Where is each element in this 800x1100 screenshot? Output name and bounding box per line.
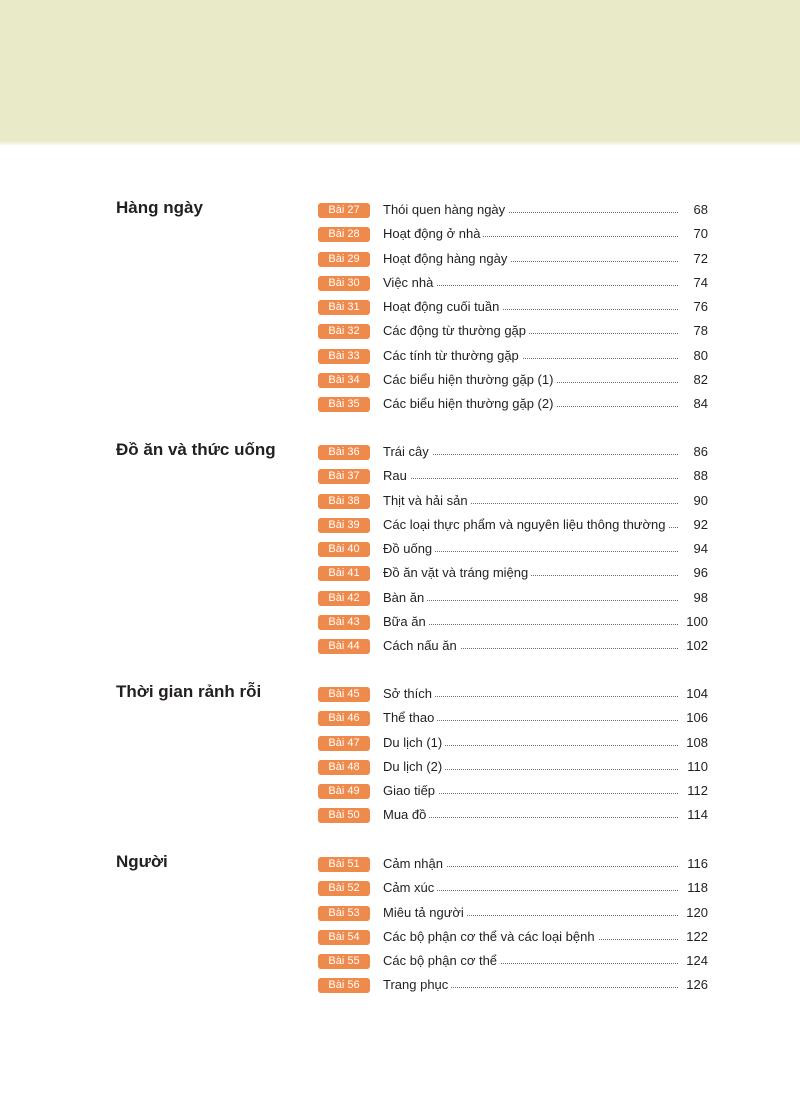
lesson-badge: Bài 45 <box>318 687 370 702</box>
page-number: 90 <box>691 492 708 510</box>
lesson-title: Các bộ phận cơ thể <box>383 952 500 970</box>
lesson-badge: Bài 50 <box>318 808 370 823</box>
lesson-badge: Bài 32 <box>318 324 370 339</box>
header-band <box>0 0 800 143</box>
lesson-title: Các tính từ thường gặp <box>383 347 522 365</box>
page-number: 96 <box>691 564 708 582</box>
lesson-title: Cảm nhận <box>383 855 446 873</box>
lesson-title: Thói quen hàng ngày <box>383 201 508 219</box>
lesson-badge: Bài 29 <box>318 252 370 267</box>
page-number: 84 <box>691 395 708 413</box>
page-number: 124 <box>683 952 708 970</box>
lesson-badge: Bài 53 <box>318 906 370 921</box>
lesson-badge: Bài 39 <box>318 518 370 533</box>
page-number: 126 <box>683 976 708 994</box>
lesson-badge: Bài 31 <box>318 300 370 315</box>
toc-entry[interactable] <box>0 807 800 835</box>
header-band-edge <box>0 141 800 146</box>
page-number: 102 <box>683 637 708 655</box>
lesson-title: Sở thích <box>383 685 435 703</box>
section-title: Thời gian rảnh rỗi <box>116 682 262 701</box>
page-number: 98 <box>691 589 708 607</box>
lesson-badge: Bài 55 <box>318 954 370 969</box>
lesson-badge: Bài 38 <box>318 494 370 509</box>
lesson-title: Các bộ phận cơ thể và các loại bệnh <box>383 928 598 946</box>
page-number: 88 <box>691 467 708 485</box>
page-number: 106 <box>683 709 708 727</box>
page-number: 112 <box>684 782 708 800</box>
page-number: 114 <box>684 806 708 824</box>
lesson-title: Hoạt động ở nhà <box>383 225 483 243</box>
section-title: Hàng ngày <box>116 198 203 217</box>
lesson-badge: Bài 41 <box>318 566 370 581</box>
lesson-title: Các biểu hiện thường gặp (2) <box>383 395 556 413</box>
lesson-badge: Bài 34 <box>318 373 370 388</box>
lesson-badge: Bài 40 <box>318 542 370 557</box>
toc-entry[interactable] <box>0 977 800 1005</box>
lesson-badge: Bài 43 <box>318 615 370 630</box>
lesson-badge: Bài 47 <box>318 736 370 751</box>
lesson-title: Đồ ăn vặt và tráng miệng <box>383 564 531 582</box>
lesson-title: Du lịch (2) <box>383 758 445 776</box>
lesson-title: Miêu tả người <box>383 904 467 922</box>
lesson-title: Các động từ thường gặp <box>383 322 529 340</box>
page-number: 110 <box>684 758 708 776</box>
lesson-title: Các biểu hiện thường gặp (1) <box>383 371 556 389</box>
lesson-badge: Bài 30 <box>318 276 370 291</box>
page-number: 82 <box>691 371 708 389</box>
lesson-badge: Bài 28 <box>318 227 370 242</box>
lesson-badge: Bài 52 <box>318 881 370 896</box>
lesson-title: Bàn ăn <box>383 589 427 607</box>
page-number: 76 <box>691 298 708 316</box>
lesson-badge: Bài 36 <box>318 445 370 460</box>
page-number: 122 <box>683 928 708 946</box>
lesson-badge: Bài 35 <box>318 397 370 412</box>
lesson-title: Trang phục <box>383 976 451 994</box>
page-number: 104 <box>683 685 708 703</box>
page-number: 118 <box>684 879 708 897</box>
lesson-title: Thể thao <box>383 709 437 727</box>
lesson-title: Hoạt động hàng ngày <box>383 250 510 268</box>
lesson-title: Thịt và hải sản <box>383 492 471 510</box>
lesson-title: Việc nhà <box>383 274 436 292</box>
lesson-badge: Bài 42 <box>318 591 370 606</box>
page-number: 72 <box>691 250 708 268</box>
lesson-badge: Bài 46 <box>318 711 370 726</box>
lesson-title: Các loại thực phẩm và nguyên liệu thông thường <box>383 516 669 534</box>
lesson-title: Trái cây <box>383 443 432 461</box>
lesson-badge: Bài 27 <box>318 203 370 218</box>
lesson-title: Cách nấu ăn <box>383 637 460 655</box>
section-title: Người <box>116 852 168 871</box>
page-number: 86 <box>691 443 708 461</box>
page-number: 78 <box>691 322 708 340</box>
lesson-title: Bữa ăn <box>383 613 429 631</box>
page-number: 68 <box>691 201 708 219</box>
lesson-badge: Bài 56 <box>318 978 370 993</box>
page-number: 70 <box>691 225 708 243</box>
toc-entry[interactable] <box>0 638 800 666</box>
page-number: 108 <box>683 734 708 752</box>
dot-leader <box>383 478 678 479</box>
lesson-badge: Bài 49 <box>318 784 370 799</box>
page-number: 120 <box>683 904 708 922</box>
lesson-title: Mua đồ <box>383 806 429 824</box>
page-number: 94 <box>691 540 708 558</box>
page-number: 116 <box>684 855 708 873</box>
lesson-title: Rau <box>383 467 410 485</box>
lesson-title: Du lịch (1) <box>383 734 445 752</box>
lesson-title: Hoạt động cuối tuần <box>383 298 502 316</box>
lesson-title: Giao tiếp <box>383 782 438 800</box>
dot-leader <box>383 600 678 601</box>
lesson-title: Đồ uống <box>383 540 435 558</box>
page-number: 74 <box>691 274 708 292</box>
toc-entry[interactable] <box>0 396 800 424</box>
page-number: 100 <box>683 613 708 631</box>
lesson-badge: Bài 54 <box>318 930 370 945</box>
lesson-badge: Bài 37 <box>318 469 370 484</box>
page-number: 92 <box>691 516 708 534</box>
lesson-title: Cảm xúc <box>383 879 437 897</box>
page-number: 80 <box>691 347 708 365</box>
lesson-badge: Bài 33 <box>318 349 370 364</box>
lesson-badge: Bài 48 <box>318 760 370 775</box>
section-title: Đồ ăn và thức uống <box>116 440 276 459</box>
lesson-badge: Bài 51 <box>318 857 370 872</box>
lesson-badge: Bài 44 <box>318 639 370 654</box>
